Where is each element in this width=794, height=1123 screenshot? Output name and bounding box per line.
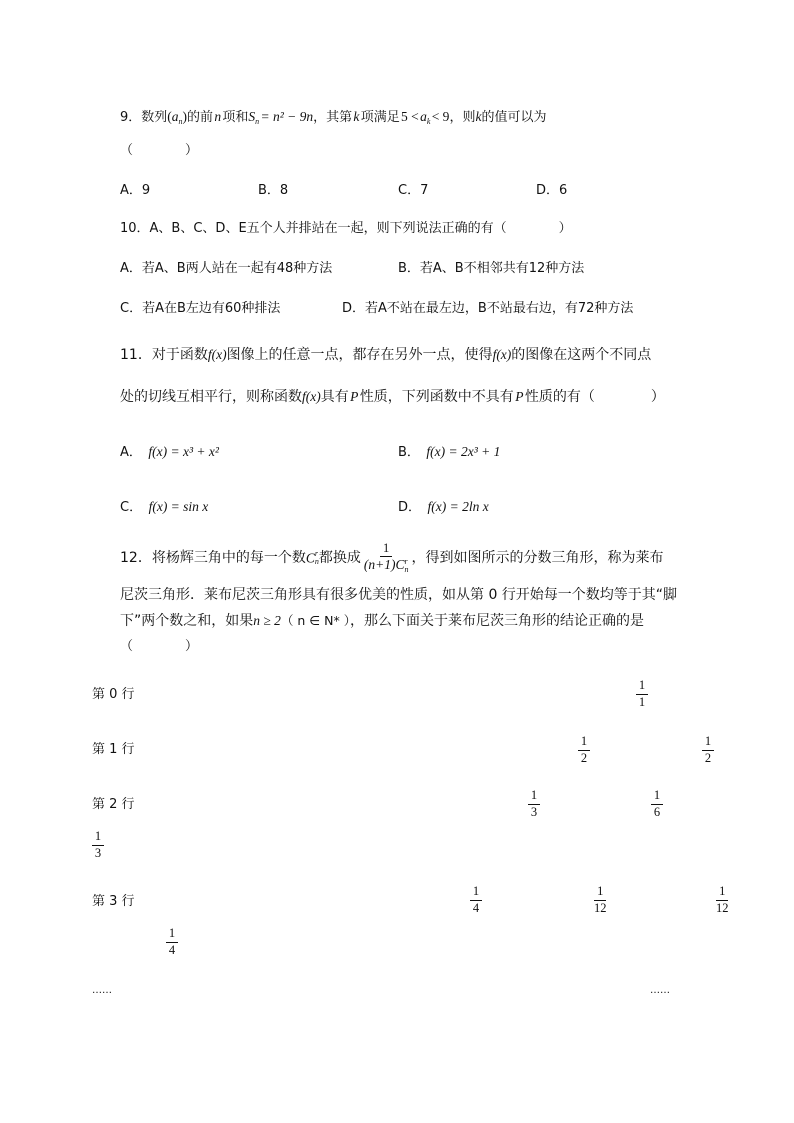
q10-option-c: C．若A在B左边有60种排法 — [120, 301, 281, 316]
q9-option-c: C．7 — [398, 183, 429, 198]
q12-paren: （ ） — [120, 639, 199, 654]
q9-option-a: A．9 — [120, 183, 151, 198]
row-2-fraction-2: $\frac{1}{6}$ — [651, 789, 663, 820]
q12-line1: 12．将杨辉三角中的每一个数C r n 都换成 1 (n+1)C r n ，得到如图所示的分数三角形，称为莱布 — [120, 541, 664, 575]
q10-option-a: A．若A、B两人站在一起有48种方法 — [120, 261, 333, 276]
q9-seq: a — [171, 109, 179, 124]
q10-option-d: D．若A不站在最左边，B不站最右边，有72种方法 — [342, 301, 634, 316]
q11-option-c: C． f(x) = sin x — [120, 499, 209, 515]
row-2-fraction-3: $\frac{1}{3}$ — [92, 830, 104, 861]
q11-option-a: A． f(x) = x³ + x² — [120, 444, 219, 460]
q9-option-d: D．6 — [536, 183, 568, 198]
row-2-fraction-1: $\frac{1}{3}$ — [528, 789, 540, 820]
ellipsis-left: …… — [92, 985, 112, 996]
row-3-fraction-4: $\frac{1}{4}$ — [166, 927, 178, 958]
row-0-label: 第 0 行 — [92, 687, 135, 702]
q9-prefix: 9．数列 — [120, 110, 168, 125]
q10-stem: 10．A、B、C、D、E五个人并排站在一起，则下列说法正确的有（ ） — [120, 221, 572, 236]
q11-option-b: B． f(x) = 2x³ + 1 — [398, 444, 501, 460]
row-1-label: 第 1 行 — [92, 742, 135, 757]
ellipsis-right: …… — [650, 985, 670, 996]
q11-line2: 处的切线互相平行，则称函数f(x)具有 P 性质，下列函数中不具有 P 性质的有（ ） — [120, 389, 665, 405]
row-1-fraction-1: $\frac{1}{2}$ — [578, 735, 590, 766]
q10-option-b: B．若A、B不相邻共有12种方法 — [398, 261, 585, 276]
row-0-fraction-1: $\frac{1}{1}$ — [636, 679, 648, 710]
row-1-fraction-2: $\frac{1}{2}$ — [702, 735, 714, 766]
row-3-fraction-1: $\frac{1}{4}$ — [470, 885, 482, 916]
q12-fraction: 1 (n+1)C r n — [363, 541, 409, 575]
q9-option-b: B．8 — [258, 183, 289, 198]
row-3-label: 第 3 行 — [92, 894, 135, 909]
q9-stem: 9．数列$(a_n)$的前 n 项和$S_n$ = n² − 9n，其第 k 项满足 5 < $a_k$ < 9，则k的值可以为 — [120, 109, 547, 126]
q12-line3: 下”两个数之和，如果n ≥ 2（ n ∈ N* ），那么下面关于莱布尼茨三角形的结论正确的是 — [120, 613, 644, 629]
row-2-label: 第 2 行 — [92, 797, 135, 812]
q11-option-d: D． f(x) = 2ln x — [398, 499, 489, 515]
row-3-fraction-3: $\frac{1}{12}$ — [716, 884, 729, 915]
q11-line1: 11．对于函数f(x)图像上的任意一点，都存在另外一点，使得f(x)的图像在这两个不同点 — [120, 347, 652, 363]
row-3-fraction-2: $\frac{1}{12}$ — [594, 884, 607, 915]
q12-line2: 尼茨三角形．莱布尼茨三角形具有很多优美的性质，如从第 0 行开始每一个数均等于其“脚 — [120, 587, 678, 603]
q9-formula: = n² − 9n — [260, 109, 314, 124]
q9-paren: （ ） — [120, 143, 199, 158]
